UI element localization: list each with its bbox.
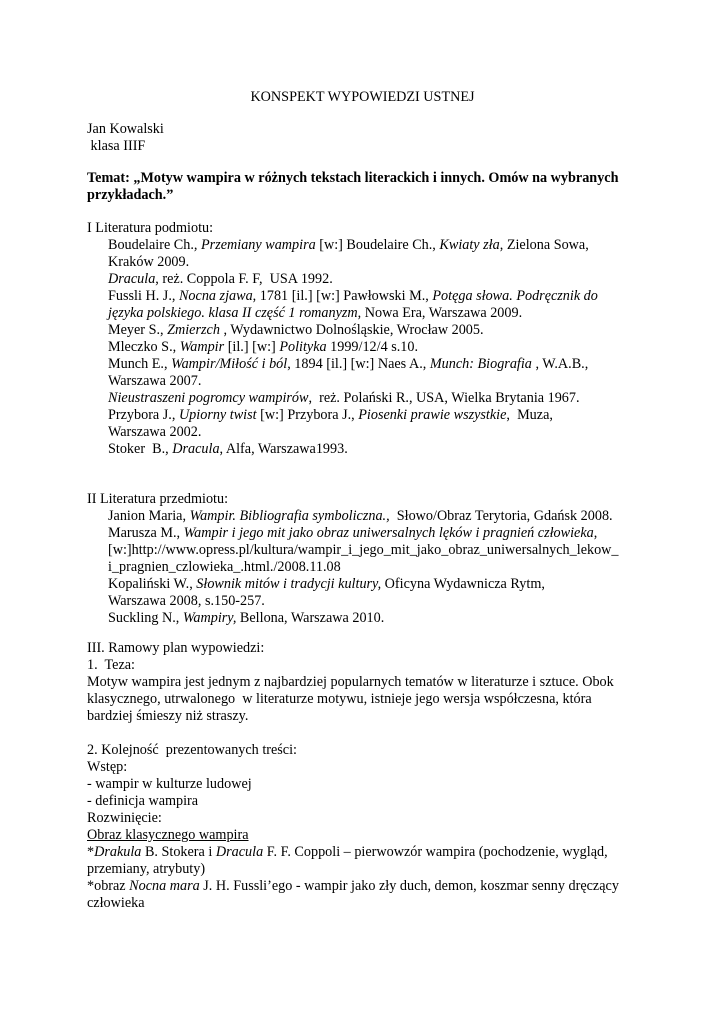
development-point-line (87, 878, 619, 895)
text-segment: , W.A.B., (531, 356, 589, 372)
section2-heading: II Literatura przedmiotu: (87, 491, 229, 507)
bibliography-line (108, 424, 201, 441)
order-label: 2. Kolejność prezentowanych treści: (87, 742, 297, 758)
development-point-line (87, 895, 145, 912)
bibliography-line (108, 254, 189, 271)
text-segment: Warszawa 2007. (108, 373, 202, 389)
section3-heading: III. Ramowy plan wypowiedzi: (87, 640, 265, 656)
bibliography-line (108, 525, 597, 542)
text-segment: Słowo/Obraz Terytoria, Gdańsk 2008. (389, 508, 613, 524)
text-segment: Fussli H. J., (108, 288, 179, 304)
text-segment: * (87, 844, 95, 860)
text-segment: , Alfa, Warszawa1993. (219, 441, 348, 457)
text-segment: człowieka (87, 895, 145, 911)
italic-text: Dracula (172, 441, 220, 457)
section1-heading: I Literatura podmiotu: (87, 220, 214, 236)
text-segment: , Nowa Era, Warszawa 2009. (357, 305, 523, 321)
bibliography-line (108, 407, 553, 424)
thesis-line: klasycznego, utrwalonego w literaturze motywu, istnieje jego wersja współczesna, która (87, 691, 592, 707)
text-segment: Warszawa 2002. (108, 424, 202, 440)
text-segment: , reż. Coppola F. F, USA 1992. (155, 271, 333, 287)
italic-text: Wampir. Bibliografia symboliczna., (189, 508, 390, 524)
italic-text: Nieustraszeni pogromcy wampirów (108, 390, 309, 406)
development-label: Rozwinięcie: (87, 810, 162, 826)
intro-label: Wstęp: (87, 759, 128, 775)
bibliography-line (108, 339, 418, 356)
text-segment: Przybora J., (108, 407, 179, 423)
italic-text: Piosenki prawie wszystkie (358, 407, 507, 423)
text-segment: Warszawa 2008, s.150-257. (108, 593, 265, 609)
text-segment: , reż. Polański R., USA, Wielka Brytania 1967. (308, 390, 580, 406)
thesis-line: Motyw wampira jest jednym z najbardziej popularnych tematów w literaturze i sztuce. Obok (87, 674, 614, 690)
text-segment: Mleczko S., (108, 339, 180, 355)
italic-text: Zmierzch (167, 322, 220, 338)
text-segment: Meyer S., (108, 322, 168, 338)
italic-text: Wampiry, (182, 610, 237, 626)
text-segment: 1999/12/4 s.10. (326, 339, 419, 355)
italic-text: Munch: Biografia (429, 356, 532, 372)
text-segment: i_pragnien_czlowieka_.html./2008.11.08 (108, 559, 341, 575)
bibliography-line (108, 508, 613, 525)
development-point-line (87, 844, 608, 861)
text-segment: Munch E., (108, 356, 172, 372)
bibliography-line (108, 305, 522, 322)
italic-text: Wampir i jego mit jako obraz uniwersalnych lęków i pragnień człowieka (183, 525, 594, 541)
development-point-line (87, 861, 205, 878)
text-segment: Kopaliński W., (108, 576, 197, 592)
bibliography-line (108, 593, 265, 610)
bibliography-line (108, 237, 589, 254)
intro-item: - wampir w kulturze ludowej (87, 776, 252, 792)
text-segment: Boudelaire Ch. (108, 237, 194, 253)
text-segment: przemiany, atrybuty) (87, 861, 206, 877)
text-segment: [il.] [w:] (224, 339, 280, 355)
italic-text: , Przemiany wampira (193, 237, 316, 253)
intro-item: - definicja wampira (87, 793, 199, 809)
text-segment: , 1894 [il.] [w:] Naes A., (287, 356, 430, 372)
text-segment: Suckling N., (108, 610, 183, 626)
bibliography-line (108, 288, 598, 305)
topic-line-1: Temat: „Motyw wampira w różnych tekstach literackich i innych. Omów na wybranych (87, 170, 619, 186)
document-title: KONSPEKT WYPOWIEDZI USTNEJ (250, 89, 475, 105)
thesis-line: bardziej śmieszy niż straszy. (87, 708, 249, 724)
italic-text: języka polskiego. klasa II część 1 romanyzm (108, 305, 358, 321)
italic-text: Kwiaty zła (439, 237, 500, 253)
text-segment: , Muza, (506, 407, 553, 423)
bibliography-line (108, 356, 588, 373)
bibliography-line (108, 542, 619, 559)
text-segment: Bellona, Warszawa 2010. (236, 610, 385, 626)
text-segment: , Zielona Sowa, (499, 237, 589, 253)
text-segment: Stoker B., (108, 441, 173, 457)
bibliography-line (108, 441, 348, 458)
bibliography-line (108, 390, 580, 407)
text-segment: [w:]http://www.opress.pl/kultura/wampir_i_jego_mit_jako_obraz_uniwersalnych_lekow_ (108, 542, 619, 558)
italic-text: Potęga słowa. Podręcznik do (432, 288, 598, 304)
author-class: klasa IIIF (87, 138, 146, 154)
bibliography-line (108, 322, 484, 339)
bibliography-line (108, 559, 341, 576)
bibliography-line (108, 271, 333, 288)
topic-line-2: przykładach.” (87, 187, 174, 203)
bibliography-line (108, 373, 201, 390)
italic-text: Upiorny twist (178, 407, 257, 423)
italic-text: Wampir/Miłość i ból (171, 356, 288, 372)
italic-text: Dracula (108, 271, 156, 287)
text-segment: , Wydawnictwo Dolnośląskie, Wrocław 2005. (219, 322, 484, 338)
classic-vampire-subheading: Obraz klasycznego wampira (87, 827, 249, 843)
text-segment: Janion Maria, (108, 508, 190, 524)
italic-text: Dracula (215, 844, 264, 860)
text-segment: Marusza M., (108, 525, 184, 541)
text-segment: [w:] Boudelaire Ch., (315, 237, 440, 253)
text-segment: Oficyna Wydawnicza Rytm, (381, 576, 545, 592)
italic-text: Nocna zjawa (178, 288, 253, 304)
text-segment: , (593, 525, 598, 541)
italic-text: Nocna mara (129, 878, 200, 894)
italic-text: Drakula (94, 844, 142, 860)
text-segment: [w:] Przybora J., (256, 407, 359, 423)
text-segment: *obraz (87, 878, 130, 894)
text-segment: J. H. Fussli’ego - wampir jako zły duch, demon, koszmar senny dręczący (199, 878, 619, 894)
text-segment: , 1781 [il.] [w:] Pawłowski M., (252, 288, 433, 304)
bibliography-line (108, 576, 545, 593)
bibliography-line (108, 610, 384, 627)
author-name: Jan Kowalski (87, 121, 164, 137)
italic-text: Wampir (179, 339, 225, 355)
text-segment: F. F. Coppoli – pierwowzór wampira (pochodzenie, wygląd, (263, 844, 608, 860)
text-segment: Kraków 2009. (108, 254, 190, 270)
thesis-label: 1. Teza: (87, 657, 135, 673)
text-segment: B. Stokera i (141, 844, 216, 860)
italic-text: Polityka (279, 339, 327, 355)
italic-text: Słownik mitów i tradycji kultury, (196, 576, 382, 592)
